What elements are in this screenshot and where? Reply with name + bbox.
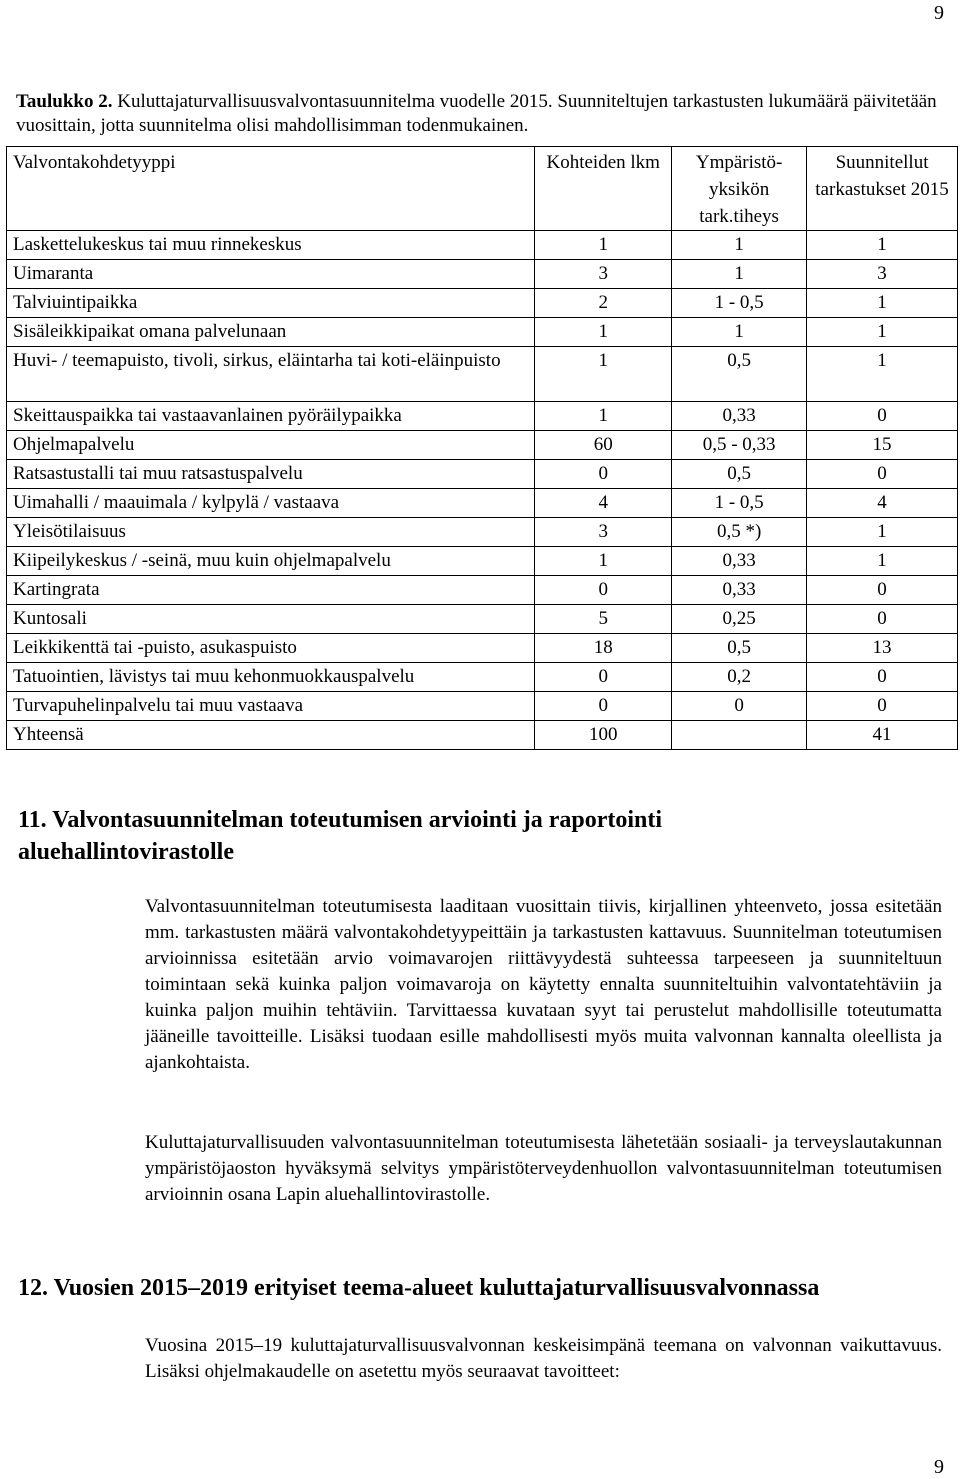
table-row: [7, 402, 958, 431]
cell-count: 0: [535, 663, 672, 692]
cell-planned: 0: [807, 402, 958, 431]
cell-frequency: 0,5 *): [672, 518, 807, 547]
cell-planned: 0: [807, 576, 958, 605]
table-body: [7, 231, 958, 750]
cell-planned: 1: [807, 231, 958, 260]
cell-type: Leikkikenttä tai -puisto, asukaspuisto: [7, 634, 535, 663]
cell-type: Talviuintipaikka: [7, 289, 535, 318]
section-12-paragraph: Vuosina 2015–19 kuluttajaturvallisuusvalvonnan keskeisimpänä teemana on valvonnan vaikuttavuus. Lisäksi ohjelmakaudelle on asetettu myös seuraavat tavoitteet:: [145, 1335, 942, 1382]
cell-frequency: 0,5: [672, 347, 807, 402]
cell-planned: 41: [807, 721, 958, 750]
table-row: [7, 547, 958, 576]
cell-count: 0: [535, 460, 672, 489]
table-caption-text: Kuluttajaturvallisuusvalvontasuunnitelma vuodelle 2015. Suunniteltujen tarkastusten lukumäärä päivitetään vuosittain, jotta suunnitelma olisi mahdollisimman todenmukainen.: [16, 91, 937, 136]
cell-frequency: 1: [672, 231, 807, 260]
cell-planned: 0: [807, 663, 958, 692]
cell-planned: 0: [807, 460, 958, 489]
cell-planned: 0: [807, 692, 958, 721]
cell-count: 60: [535, 431, 672, 460]
cell-planned: 13: [807, 634, 958, 663]
cell-type: Yleisötilaisuus: [7, 518, 535, 547]
cell-count: 100: [535, 721, 672, 750]
cell-frequency: 0,33: [672, 576, 807, 605]
cell-frequency: 1: [672, 260, 807, 289]
table-row: [7, 318, 958, 347]
cell-type: Tatuointien, lävistys tai muu kehonmuokkauspalvelu: [7, 663, 535, 692]
cell-frequency: 0,33: [672, 402, 807, 431]
cell-count: 1: [535, 347, 672, 402]
cell-planned: 1: [807, 347, 958, 402]
table-row: [7, 347, 958, 402]
cell-type: Uimahalli / maauimala / kylpylä / vastaava: [7, 489, 535, 518]
cell-planned: 1: [807, 547, 958, 576]
cell-frequency: 0,5 - 0,33: [672, 431, 807, 460]
table-caption: [16, 90, 946, 138]
cell-frequency: 0,2: [672, 663, 807, 692]
cell-type: Yhteensä: [7, 721, 535, 750]
cell-count: 5: [535, 605, 672, 634]
cell-count: 0: [535, 576, 672, 605]
cell-type: Kiipeilykeskus / -seinä, muu kuin ohjelmapalvelu: [7, 547, 535, 576]
cell-planned: 0: [807, 605, 958, 634]
table-row: [7, 289, 958, 318]
cell-frequency: 1: [672, 318, 807, 347]
cell-type: Laskettelukeskus tai muu rinnekeskus: [7, 231, 535, 260]
section-11-paragraph-2: Kuluttajaturvallisuuden valvontasuunnitelman toteutumisesta lähetetään sosiaali- ja terveyslautakunnan ympäristöjaoston hyväksymä selvitys ympäristöterveydenhuollon valvontasuunnitelman toteutumisen arvioinnin osana Lapin aluehallintovirastolle.: [145, 1132, 942, 1205]
cell-frequency: 0,33: [672, 547, 807, 576]
section-11-paragraph-1: Valvontasuunnitelman toteutumisesta laaditaan vuosittain tiivis, kirjallinen yhteenveto, jossa esitetään mm. tarkastusten määrä valvontakohdetyypeittäin ja tarkastusten kattavuus. Suunnitelman toteutumisen arvioinnissa esitetään arvio voimavarojen riittävyydestä suhteessa tarpeeseen ja suunniteltuun toimintaan sekä kuinka paljon voimavaroja on käytetty ennalta suunniteltuihin valvontatehtäviin ja kuinka paljon muihin tehtäviin. Tarvittaessa kuvataan syyt tai perustelut mahdollisille toteutumatta jääneille tavoitteille. Lisäksi tuodaan esille mahdollisesti myös muita valvonnan kannalta oleellista ja ajankohtaista.: [145, 896, 942, 1073]
cell-count: 1: [535, 318, 672, 347]
table-row: [7, 460, 958, 489]
table-row: [7, 663, 958, 692]
cell-frequency: 0,25: [672, 605, 807, 634]
column-header-type: Valvontakohdetyyppi: [7, 147, 535, 231]
cell-planned: 15: [807, 431, 958, 460]
page-number-bottom: 9: [934, 1456, 944, 1478]
cell-planned: 1: [807, 289, 958, 318]
cell-type: Skeittauspaikka tai vastaavanlainen pyöräilypaikka: [7, 402, 535, 431]
table-row: [7, 605, 958, 634]
cell-type: Kuntosali: [7, 605, 535, 634]
table-row: [7, 489, 958, 518]
column-header-planned: Suunnitellut tarkastukset 2015: [807, 147, 958, 231]
cell-count: 4: [535, 489, 672, 518]
column-header-count: Kohteiden lkm: [535, 147, 672, 231]
table-row: [7, 260, 958, 289]
cell-frequency: 0: [672, 692, 807, 721]
table-row: [7, 431, 958, 460]
cell-planned: 3: [807, 260, 958, 289]
table-row: [7, 692, 958, 721]
cell-count: 1: [535, 231, 672, 260]
table-row: [7, 576, 958, 605]
section-12-heading: 12. Vuosien 2015–2019 erityiset teema-alueet kuluttajaturvallisuusvalvonnassa: [18, 1275, 820, 1301]
column-header-frequency: Ympäristö-yksikön tark.tiheys: [672, 147, 807, 231]
page-number-top: 9: [934, 2, 944, 24]
cell-type: Turvapuhelinpalvelu tai muu vastaava: [7, 692, 535, 721]
cell-frequency: 1 - 0,5: [672, 289, 807, 318]
cell-count: 3: [535, 518, 672, 547]
cell-count: 1: [535, 547, 672, 576]
inspection-plan-table: [6, 146, 958, 750]
cell-count: 3: [535, 260, 672, 289]
cell-planned: 4: [807, 489, 958, 518]
table-row: [7, 518, 958, 547]
table-caption-label: Taulukko 2.: [16, 91, 113, 112]
table-header-row: [7, 147, 958, 231]
cell-planned: 1: [807, 318, 958, 347]
cell-type: Ratsastustalli tai muu ratsastuspalvelu: [7, 460, 535, 489]
cell-count: 18: [535, 634, 672, 663]
cell-type: Huvi- / teemapuisto, tivoli, sirkus, eläintarha tai koti-eläinpuisto: [7, 347, 535, 402]
cell-type: Sisäleikkipaikat omana palvelunaan: [7, 318, 535, 347]
table-row: [7, 634, 958, 663]
cell-frequency: 0,5: [672, 634, 807, 663]
cell-count: 1: [535, 402, 672, 431]
section-11-heading: 11. Valvontasuunnitelman toteutumisen arviointi ja raportointi aluehallintovirastolle: [18, 807, 663, 865]
cell-count: 2: [535, 289, 672, 318]
cell-planned: 1: [807, 518, 958, 547]
cell-type: Ohjelmapalvelu: [7, 431, 535, 460]
cell-frequency: 1 - 0,5: [672, 489, 807, 518]
cell-count: 0: [535, 692, 672, 721]
cell-frequency: [672, 721, 807, 750]
table-row: [7, 231, 958, 260]
table-row: [7, 721, 958, 750]
cell-type: Kartingrata: [7, 576, 535, 605]
cell-frequency: 0,5: [672, 460, 807, 489]
cell-type: Uimaranta: [7, 260, 535, 289]
